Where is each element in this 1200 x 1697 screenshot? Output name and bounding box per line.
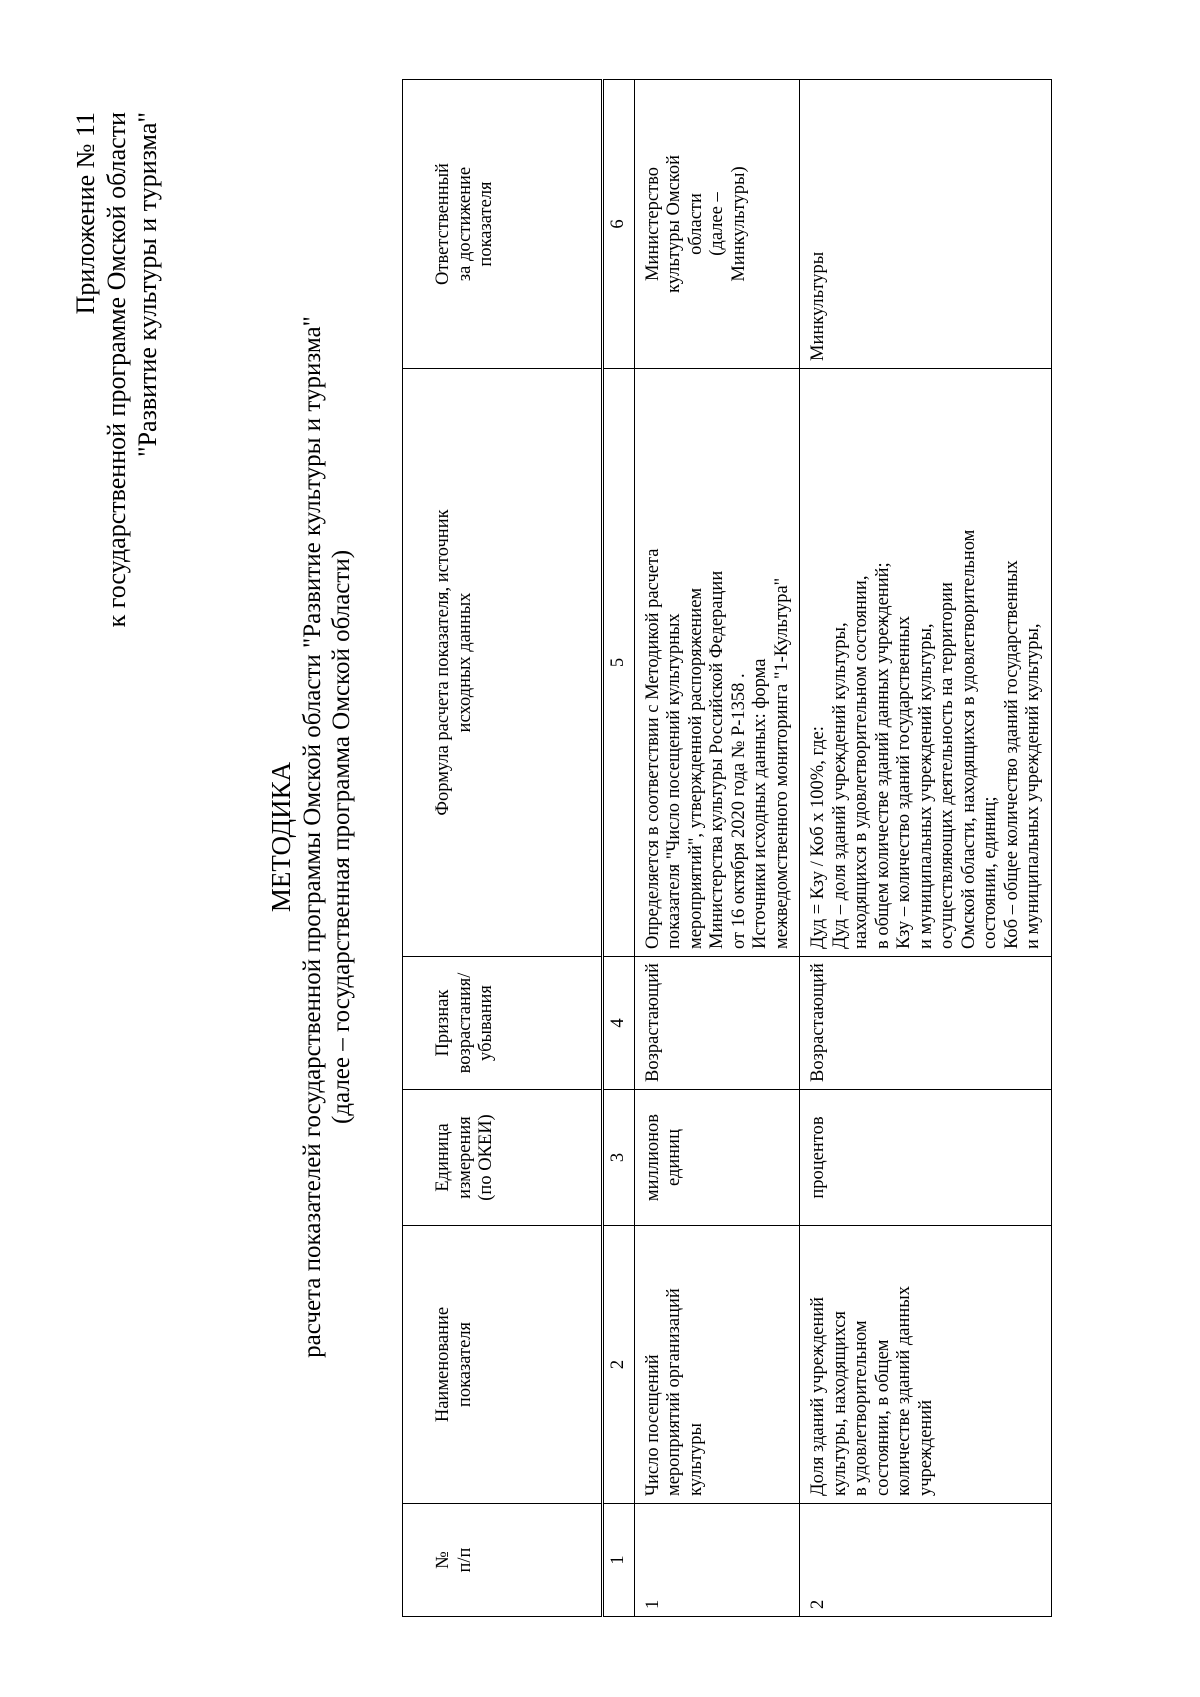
table-row <box>800 80 1052 1617</box>
appendix-program-name: "Развитие культуры и туризма" <box>133 112 162 458</box>
title-note: (далее – государственная программа Омской области) <box>328 549 355 1125</box>
indicator-name: Число посещений мероприятий организаций культуры <box>634 1226 800 1504</box>
appendix-number: Приложение № 11 <box>71 112 100 315</box>
column-number: 2 <box>604 1226 635 1504</box>
header-cell-number: № п/п <box>403 1504 602 1617</box>
column-number: 1 <box>604 1504 635 1617</box>
header-cell-trend: Признак возрастания/ убывания <box>403 957 602 1090</box>
row-number: 1 <box>634 1504 800 1617</box>
header-cell-name: Наименование показателя <box>403 1226 602 1504</box>
indicator-unit: процентов <box>800 1090 1052 1226</box>
column-number: 6 <box>604 80 635 369</box>
indicator-responsible: Министерство культуры Омской области (далее – Минкультуры) <box>634 80 800 369</box>
row-number: 2 <box>800 1504 1052 1617</box>
header-cell-unit: Единица измерения (по ОКЕИ) <box>403 1090 602 1226</box>
column-number: 5 <box>604 369 635 957</box>
appendix-header <box>70 112 163 812</box>
column-number: 4 <box>604 957 635 1090</box>
indicator-trend: Возрастающий <box>800 957 1052 1090</box>
indicator-name: Доля зданий учреждений культуры, находящихся в удовлетворительном состоянии, в общем количестве зданий данных учреждений <box>800 1226 1052 1504</box>
indicator-unit: миллионов единиц <box>634 1090 800 1226</box>
header-cell-formula: Формула расчета показателя, источник исходных данных <box>403 369 602 957</box>
title-subtitle: расчета показателей государственной программы Омской области "Развитие культуры и туризма" <box>299 316 326 1358</box>
column-number: 3 <box>604 1090 635 1226</box>
table-header-row <box>403 80 602 1617</box>
header-cell-responsible: Ответственный за достижение показателя <box>403 80 602 369</box>
methodology-table <box>402 79 1052 1617</box>
indicator-formula: Определяется в соответствии с Методикой расчета показателя "Число посещений культурных мероприятий", утвержденной распоряжением Министерства культуры Российской Федерации от 16 октября 2020 года № Р-1358 . Источники исходных данных: форма межведомственного мониторинга "1-Культура" <box>634 369 800 957</box>
indicator-trend: Возрастающий <box>634 957 800 1090</box>
table-row <box>634 80 800 1617</box>
document-title <box>265 117 356 1557</box>
title-main: МЕТОДИКА <box>266 761 296 913</box>
indicator-responsible: Минкультуры <box>800 80 1052 369</box>
appendix-program: к государственной программе Омской области <box>102 112 131 628</box>
column-number-row <box>604 80 635 1617</box>
indicator-formula: Дуд = Кзу / Коб х 100%, где: Дуд – доля зданий учреждений культуры, находящихся в удовлетворительном состоянии, в общем количестве зданий данных учреждений; Кзу – количество зданий государственных и муниципальных учреждений культуры, осуществляющих деятельность на территории Омской области, находящихся в удовлетворительном состоянии, единиц; Коб – общее количество зданий государственных и муниципальных учреждений культуры, <box>800 369 1052 957</box>
